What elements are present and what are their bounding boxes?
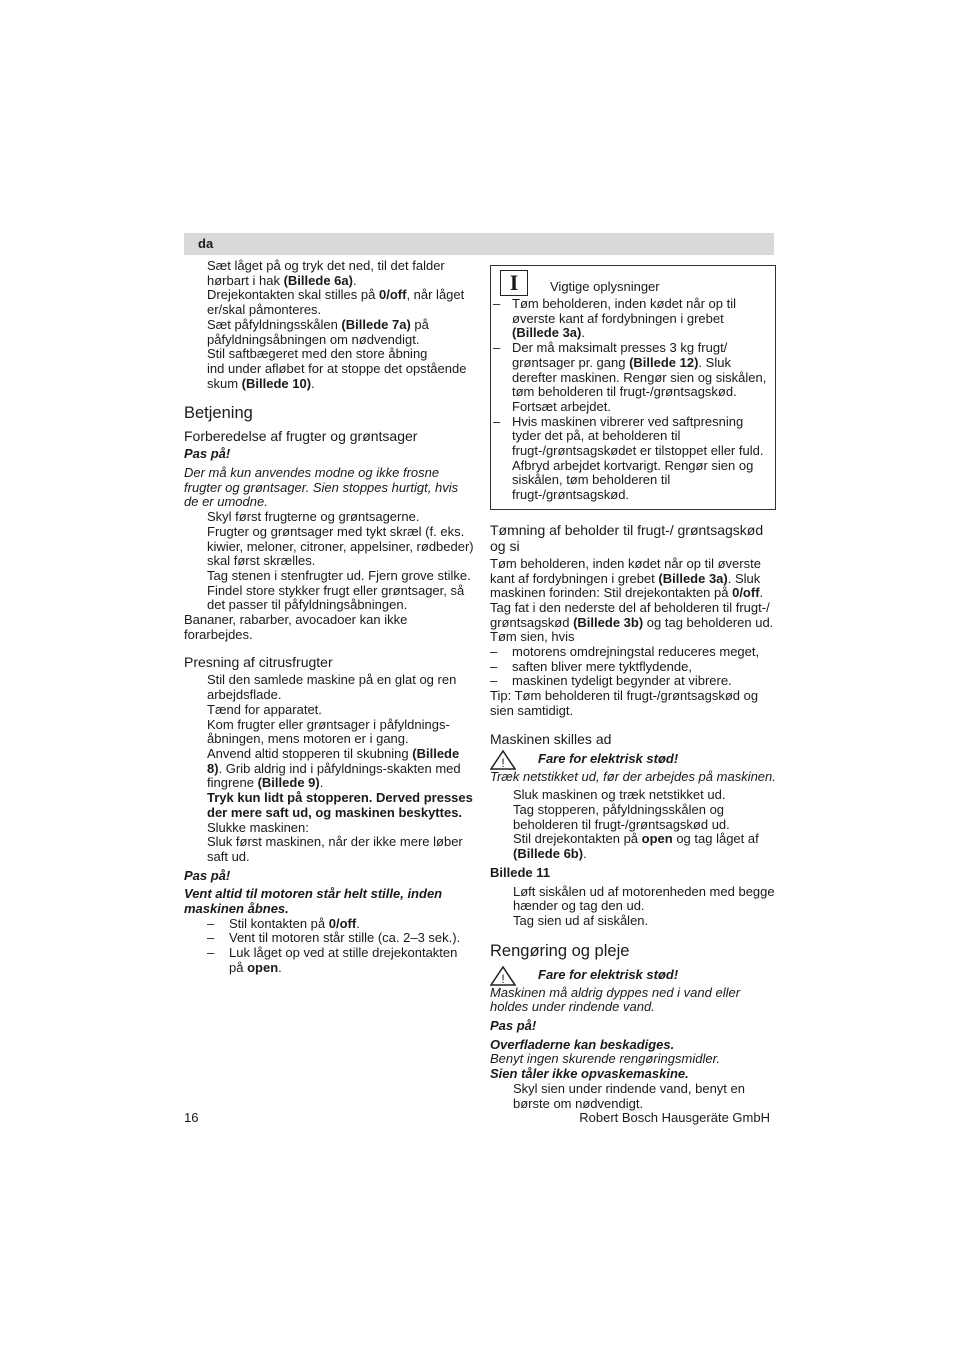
svg-text:!: ! — [501, 971, 505, 986]
prep-step: Findel store stykker frugt eller grøntsager, så det passer til påfyldningsåbningen. — [207, 582, 465, 613]
info-box-header — [493, 270, 773, 296]
dash-item: – motorens omdrejningstal reduceres meget, — [490, 644, 760, 660]
page-number: 16 — [184, 1110, 199, 1125]
dash-item: – maskinen tydeligt begynder at vibrere. — [490, 673, 732, 689]
intro-step-switch: Drejekontakten skal stilles på 0/off, når låget er/skal påmonteres. — [207, 287, 465, 318]
sieve-steps — [513, 885, 776, 929]
tip-text: Tip: Tøm beholderen til frugt-/grøntsagskød og sien samtidigt. — [490, 688, 759, 718]
heading-presning: Presning af citrusfrugter — [184, 654, 333, 671]
dash-item: – Vent til motoren står stille (ca. 2–3 sek.). — [207, 930, 461, 946]
info-icon: I — [500, 270, 528, 296]
heading-rengoering: Rengøring og pleje — [490, 941, 630, 960]
wait-motor-note: Vent altid til motoren står helt stille, inden maskinen åbnes. — [184, 886, 443, 917]
disassembly-step: Tag stopperen, påfyldningsskålen og beholderen til frugt-/grøntsagskød ud. — [513, 801, 730, 832]
footer-company: Robert Bosch Hausgeräte GmbH — [579, 1110, 770, 1125]
svg-text:!: ! — [501, 755, 505, 770]
disassembly-step: Stil drejekontakten på open og tag låget af (Billede 6b). — [513, 831, 759, 862]
no-abrasive-note: Benyt ingen skurende rengøringsmidler. — [490, 1051, 721, 1067]
heading-betjening: Betjening — [184, 404, 253, 423]
dash-item: – saften bliver mere tyktflydende, — [490, 658, 692, 674]
right-column — [490, 265, 776, 1111]
language-bar — [184, 233, 774, 255]
warning-text: Fare for elektrisk stød! — [538, 967, 679, 983]
rinse-steps — [513, 1082, 776, 1111]
surface-warning: Overfladerne kan beskadiges. — [490, 1036, 675, 1052]
heading-toemning: Tømning af beholder til frugt-/ grøntsagskød og si — [490, 521, 764, 554]
press-step: Stil den samlede maskine på en glat og ren arbejdsflade. — [207, 672, 457, 703]
warning-text: Fare for elektrisk stød! — [538, 751, 679, 767]
left-column — [184, 259, 474, 976]
warning-triangle-icon — [490, 750, 516, 770]
caution-label: Pas på! — [184, 446, 231, 462]
prep-step: Skyl først frugterne og grøntsagerne. — [207, 509, 420, 525]
press-step: Kom frugter eller grøntsager i påfyldnings-åbningen, mens motoren er i gang. — [207, 716, 450, 747]
caution-label-2: Pas på! — [184, 867, 231, 883]
dishwasher-note: Sien tåler ikke opvaskemaskine. — [490, 1066, 689, 1082]
heading-skilles: Maskinen skilles ad — [490, 730, 612, 747]
intro-steps — [207, 259, 474, 391]
sieve-step: Løft siskålen ud af motorenheden med begge hænder og tag den ud. — [513, 883, 775, 914]
info-box-title: Vigtige oplysninger — [550, 279, 660, 295]
prep-steps — [207, 510, 474, 613]
warning-row — [490, 966, 776, 986]
press-step: Tænd for apparatet. — [207, 701, 322, 717]
press-step: Anvend altid stopperen til skubning (Billede 8). Grib aldrig ind i påfyldnings-skakten med fingrene (Billede 9). — [207, 745, 461, 791]
intro-step-bowl: Sæt påfyldningsskålen (Billede 7a) på påfyldningsåbningen om nødvendigt. — [207, 316, 429, 347]
switch-off-text: Sluk først maskinen, når der ikke mere løber saft ud. — [207, 834, 463, 864]
warning-triangle-icon — [490, 966, 516, 986]
unplug-note: Træk netstikket ud, før der arbejdes på maskinen. — [490, 768, 776, 784]
sieve-step: Tag sien ud af siskålen. — [513, 912, 649, 928]
disassembly-steps — [513, 788, 776, 862]
intro-step-lid: Sæt låget på og tryk det ned, til det falder hørbart i hak (Billede 6a). — [207, 258, 445, 288]
prep-step: Tag stenen i stenfrugter ud. Fjern grove stilke. — [207, 567, 471, 583]
figure-reference: Billede 11 — [490, 864, 550, 880]
prep-step: Frugter og grøntsager med tykt skræl (f. eks. kiwier, meloner, citroner, appelsiner, rødbeder) skal først skrælles. — [207, 523, 474, 569]
caution-text: Der må kun anvendes modne og ikke frosne frugter og grøntsager. Sien stoppes hurtigt, hvis de er umodne. — [184, 465, 459, 510]
heading-forberedelse: Forberedelse af frugter og grøntsager — [184, 428, 418, 445]
disassembly-step: Sluk maskinen og træk netstikket ud. — [513, 787, 726, 803]
info-item: – Tøm beholderen, inden kødet når op til øverste kant af fordybningen i grebet (Billede 3a). — [493, 296, 737, 341]
info-item: – Der må maksimalt presses 3 kg frugt/ grøntsager pr. gang (Billede 12). Sluk derefter maskinen. Rengør sien og siskålen, tøm beholderen til frugt-/grøntsagskød. Fortsæt arbejdet. — [493, 340, 767, 414]
caution-label-3: Pas på! — [490, 1018, 537, 1034]
open-steps — [207, 917, 474, 976]
warning-row — [490, 750, 776, 770]
rinse-step: Skyl sien under rindende vand, benyt en børste om nødvendigt. — [513, 1080, 745, 1111]
dash-item: – Luk låget op ved at stille drejekontakten på open. — [207, 945, 458, 975]
press-steps — [207, 673, 474, 864]
info-box — [490, 265, 776, 510]
toemning-text: Tøm beholderen, inden kødet når op til øverste kant af fordybningen i grebet (Billede 3a). Sluk maskinen forinden: Stil drejekontakten på 0/off. Tag fat i den nederste del af beholderen til frugt-/ grøntsagskød (Billede 3b) og tag beholderen ud. Tøm sien, hvis — [490, 555, 774, 645]
no-immersion-note: Maskinen må aldrig dyppes ned i vand eller holdes under rindende vand. — [490, 984, 741, 1015]
press-bold-note: Tryk kun lidt på stopperen. Derved presses der mere saft ud, og maskinen beskyttes. — [207, 790, 473, 820]
dash-item: – Stil kontakten på 0/off. — [207, 915, 360, 931]
info-item: – Hvis maskinen vibrerer ved saftpresning tyder det på, at beholderen til frugt-/grøntsagskødet er tilstoppet eller fuld. Afbryd arbejdet kortvarigt. Rengør sien og siskålen, tøm beholderen til frugt-/grøntsagskød. — [493, 413, 764, 503]
intro-step-cup: Stil saftbægeret med den store åbning ind under afløbet for at stoppe det opstående skum (Billede 10). — [207, 346, 467, 391]
language-tab: da — [198, 236, 214, 251]
switch-off-label: Slukke maskinen: — [207, 819, 309, 835]
bananas-note: Bananer, rabarber, avocadoer kan ikke forarbejdes. — [184, 612, 408, 642]
